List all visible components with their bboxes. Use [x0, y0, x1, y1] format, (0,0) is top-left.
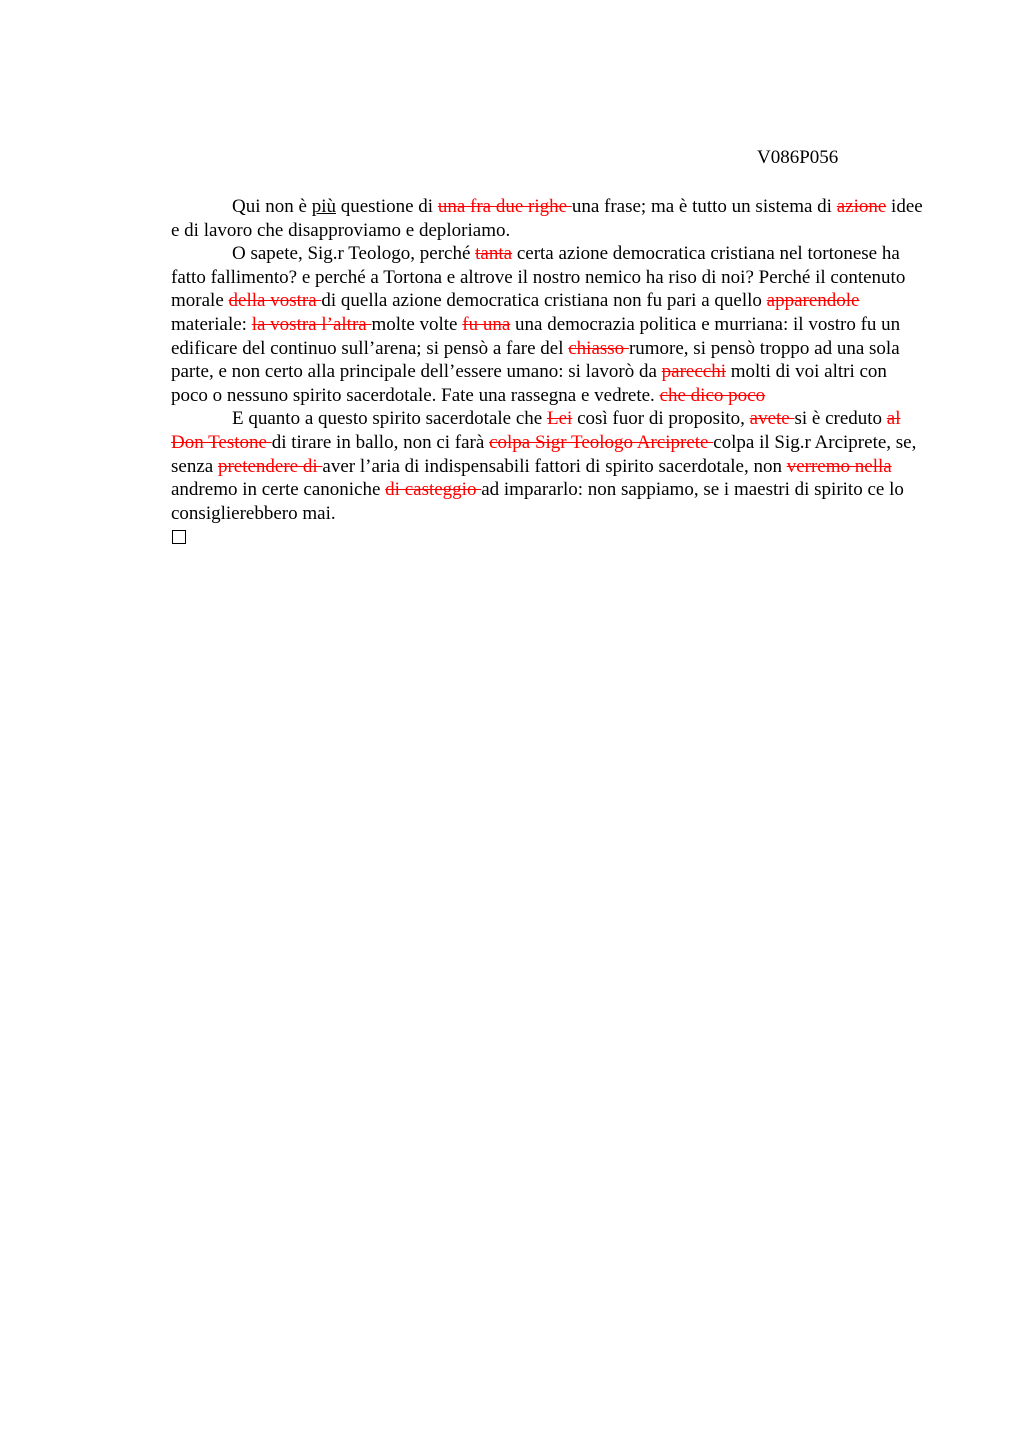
- body-text: così fuor di proposito,: [572, 408, 750, 430]
- deleted-text: Lei: [546, 408, 573, 430]
- body-text: ad impararlo: non sappiamo, se i maestri di spirito ce lo consiglierebbero mai.: [171, 479, 904, 524]
- deleted-text: che dico poco: [659, 384, 766, 406]
- body-text: Qui non è: [232, 196, 312, 217]
- body-text: una democrazia politica e murriana: il vostro fu un edificare del continuo sull’arena; si pensò a fare del: [171, 313, 901, 359]
- page-id: V086P056: [757, 147, 839, 168]
- deleted-text: della vostra: [228, 290, 322, 312]
- paragraph-3: [171, 407, 927, 525]
- deleted-text: verremo nella: [786, 455, 892, 477]
- deleted-text: al Don Testone: [171, 408, 901, 453]
- deleted-text: parecchi: [661, 361, 726, 383]
- body-text: andremo in certe canoniche: [171, 479, 386, 501]
- deleted-text: pretendere di: [217, 455, 323, 477]
- paragraph-2: [171, 242, 927, 407]
- deleted-text: apparendole: [766, 290, 860, 312]
- body-text: idee e di lavoro che disapproviamo e deploriamo.: [171, 196, 923, 241]
- body-text: questione di: [335, 196, 438, 217]
- document-body: [171, 195, 927, 544]
- deleted-text: colpa Sigr Teologo Arciprete: [489, 431, 714, 453]
- body-text: di quella azione democratica cristiana non fu pari a quello: [321, 290, 767, 312]
- deleted-text: tanta: [475, 243, 513, 265]
- body-text: rumore, si pensò troppo ad una sola parte, e non certo alla principale dell’essere umano: si lavorò da: [171, 337, 900, 383]
- body-text: una frase; ma è tutto un sistema di: [571, 196, 837, 217]
- body-text: O sapete, Sig.r Teologo, perché: [232, 243, 476, 265]
- body-text: colpa il Sig.r Arciprete, se, senza: [171, 431, 917, 477]
- deleted-text: la vostra l’altra: [251, 313, 372, 335]
- paragraph-1: [171, 195, 927, 242]
- body-text: aver l’aria di indispensabili fattori di spirito sacerdotale, non: [322, 455, 787, 477]
- deleted-text: azione: [836, 196, 887, 217]
- body-text: materiale:: [171, 313, 252, 335]
- empty-square-icon: [172, 530, 186, 544]
- deleted-text: una fra due righe: [437, 196, 572, 217]
- body-text: molte volte: [371, 313, 463, 335]
- deleted-text: avete: [749, 408, 795, 430]
- body-text: E quanto a questo spirito sacerdotale che: [232, 408, 547, 430]
- body-text: molti di voi altri con poco o nessuno spirito sacerdotale. Fate una rassegna e vedrete.: [171, 361, 887, 406]
- deleted-text: di casteggio: [385, 479, 482, 501]
- body-text: si è creduto: [794, 408, 887, 430]
- underlined-text: più: [311, 196, 336, 217]
- deleted-text: fu una: [462, 313, 511, 335]
- body-text: certa azione democratica cristiana nel tortonese ha fatto fallimento? e perché a Tortona e altrove il nostro nemico ha riso di noi? Perché il contenuto morale: [171, 243, 906, 312]
- body-text: di tirare in ballo, non ci farà: [271, 431, 490, 453]
- deleted-text: chiasso: [568, 337, 629, 359]
